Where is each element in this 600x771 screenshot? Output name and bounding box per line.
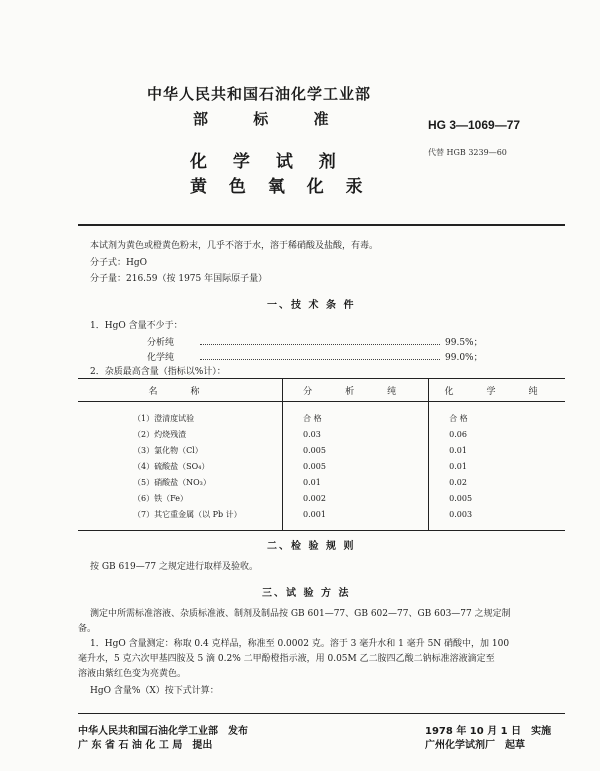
footer-effective-date: 1978 年 10 月 1 日 实施 (425, 726, 552, 737)
dot-leader (200, 344, 440, 345)
impurity-table (78, 378, 565, 531)
column-header-name: 名 称 (78, 379, 283, 402)
section-heading-test-methods: 三、试 验 方 法 (262, 588, 351, 599)
impurity-heading: 2．杂质最高含量（指标以%计）： (90, 367, 226, 377)
section-heading-inspection: 二、检 验 规 则 (267, 541, 356, 552)
replaces-standard: 代替 HGB 3239—60 (428, 148, 507, 157)
test-methods-paragraph: 测定中所需标准溶液、杂质标准液、制剂及制品按 GB 601—77、GB 602—77、GB 603—77 之规定制 (90, 609, 511, 619)
document-title-category: 化 学 试 剂 (190, 152, 346, 172)
document-title-product: 黄 色 氧 化 汞 (190, 177, 371, 197)
footer-drafter: 广州化学试剂厂 起草 (425, 740, 525, 751)
content-requirement: 1．HgO 含量不少于： (90, 321, 183, 331)
standard-code: HG 3—1069—77 (428, 118, 521, 132)
impurity-name: （6）铁（Fe） (133, 493, 188, 503)
impurity-name: （4）硫酸盐（SO₄） (133, 461, 210, 471)
analytical-grade-value: 0.001 (283, 506, 429, 522)
standard-level: 部 标 准 (193, 110, 349, 128)
section-heading-technical: 一、技 术 条 件 (267, 300, 356, 311)
analytical-grade-value: 0.005 (283, 442, 429, 458)
grade-value-ar: 99.5%； (445, 338, 483, 348)
column-header-chemical: 化 学 纯 (429, 379, 565, 402)
table-row (78, 474, 565, 490)
grade-label-cp: 化学纯 (147, 353, 175, 363)
analytical-grade-value: 0.01 (283, 474, 429, 490)
product-description: 本试剂为黄色或橙黄色粉末，几乎不溶于水，溶于稀硝酸及盐酸，有毒。 (90, 241, 379, 251)
molecular-formula: 分子式：HgO (90, 258, 147, 268)
footer-divider (78, 713, 565, 714)
chemical-grade-value: 0.005 (429, 490, 565, 506)
impurity-name: （3）氯化物（Cl） (133, 445, 203, 455)
chemical-grade-value: 0.06 (429, 426, 565, 442)
table-header-row (78, 379, 565, 402)
hgo-assay-paragraph-cont: 毫升水，5 克六次甲基四胺及 5 滴 0.2% 二甲酚橙指示液，用 0.05M 乙二胺四乙酸二钠标准溶液滴定至 (78, 654, 495, 664)
test-methods-paragraph-cont: 备。 (78, 624, 97, 634)
hgo-assay-paragraph: 1．HgO 含量测定：称取 0.4 克样品，称准至 0.0002 克。溶于 3 毫升水和 1 毫升 5N 硝酸中，加 100 (90, 639, 510, 649)
chemical-grade-value: 0.01 (429, 458, 565, 474)
analytical-grade-value: 合 格 (283, 410, 429, 426)
chemical-grade-value: 0.02 (429, 474, 565, 490)
grade-value-cp: 99.0%； (445, 353, 483, 363)
chemical-grade-value: 合 格 (429, 410, 565, 426)
chemical-grade-value: 0.01 (429, 442, 565, 458)
molecular-weight: 分子量：216.59（按 1975 年国际原子量） (90, 274, 268, 284)
header-divider (78, 224, 565, 226)
analytical-grade-value: 0.005 (283, 458, 429, 474)
ministry-name: 中华人民共和国石油化学工业部 (147, 85, 372, 103)
analytical-grade-value: 0.03 (283, 426, 429, 442)
table-row (78, 410, 565, 426)
calculation-intro: HgO 含量%（X）按下式计算： (90, 686, 219, 696)
table-row (78, 458, 565, 474)
footer-issuer: 中华人民共和国石油化学工业部 发布 (78, 726, 248, 737)
table-row (78, 506, 565, 522)
table-row (78, 426, 565, 442)
impurity-name: （7）其它重金属（以 Pb 计） (133, 509, 242, 519)
table-row (78, 442, 565, 458)
inspection-rule-text: 按 GB 619—77 之规定进行取样及验收。 (90, 562, 259, 572)
impurity-name: （1）澄清度试验 (133, 413, 195, 423)
dot-leader (200, 359, 440, 360)
analytical-grade-value: 0.002 (283, 490, 429, 506)
column-header-analytical: 分 析 纯 (283, 379, 429, 402)
table-row (78, 490, 565, 506)
hgo-assay-paragraph-end: 溶液由紫红色变为亮黄色。 (78, 669, 187, 679)
impurity-name: （2）灼烧残渣 (133, 429, 187, 439)
footer-proposer: 广 东 省 石 油 化 工 局 提出 (78, 740, 213, 751)
impurity-name: （5）硝酸盐（NO₃） (133, 477, 211, 487)
grade-label-ar: 分析纯 (147, 338, 175, 348)
chemical-grade-value: 0.003 (429, 506, 565, 522)
